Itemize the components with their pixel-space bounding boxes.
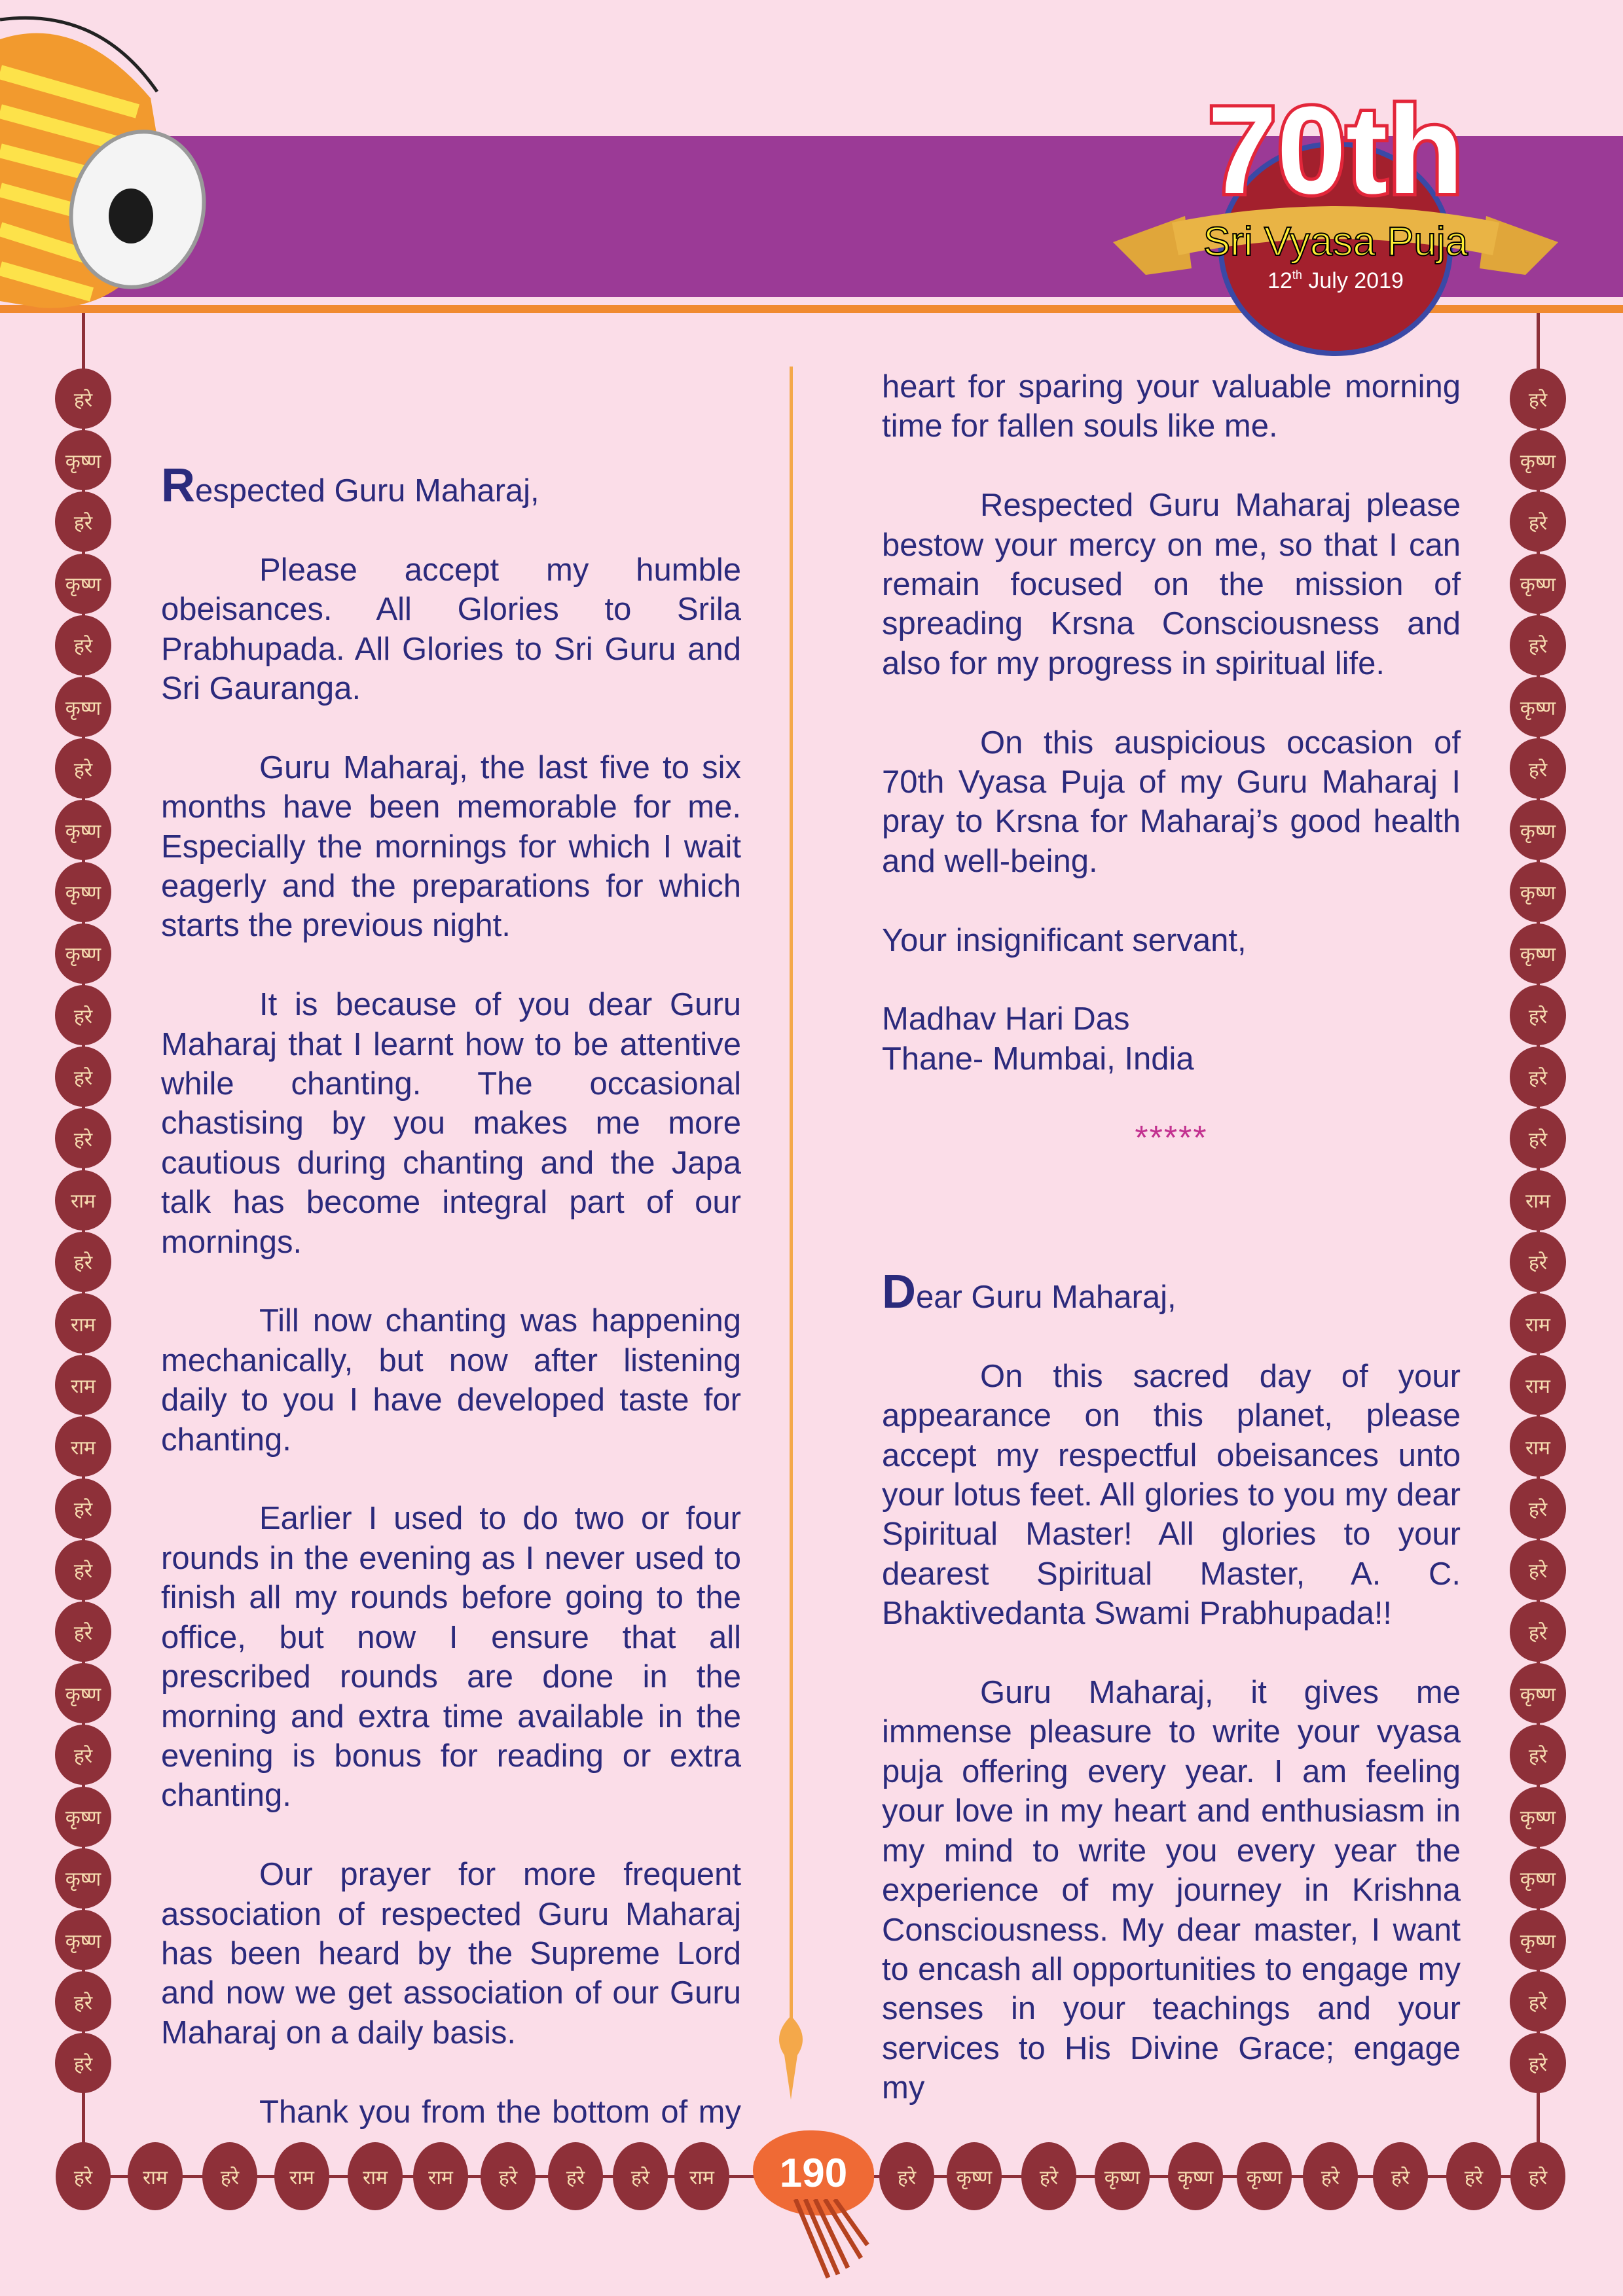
bead: कृष्ण (55, 862, 111, 922)
bead: राम (55, 1355, 111, 1415)
bead: हरे (1510, 1725, 1566, 1785)
bead: हरे (55, 1725, 111, 1785)
bead: कृष्ण (1237, 2142, 1292, 2210)
bead: हरे (1303, 2142, 1358, 2210)
bead: राम (1510, 1293, 1566, 1354)
left-column (161, 459, 741, 2171)
bead: हरे (55, 738, 111, 798)
bead: कृष्ण (1510, 924, 1566, 984)
bead: हरे (55, 1047, 111, 1107)
bead: कृष्ण (55, 924, 111, 984)
bead: हरे (55, 1602, 111, 1662)
bead: हरे (55, 2033, 111, 2093)
bead: राम (55, 1416, 111, 1477)
bead: कृष्ण (1510, 1787, 1566, 1847)
closing: Your insignificant servant, (882, 922, 1247, 958)
bead: कृष्ण (1168, 2142, 1223, 2210)
paragraph: Respected Guru Maharaj please bestow your mercy on me, so that I can remain focused on the mission of spreading Krsna Consciousness and also for my progress in spiritual life. (882, 488, 1461, 681)
bead: हरे (55, 1232, 111, 1292)
bead: हरे (1510, 985, 1566, 1045)
bead: कृष्ण (55, 554, 111, 614)
bead: राम (55, 1170, 111, 1230)
bead: कृष्ण (947, 2142, 1002, 2210)
paragraph: Please accept my humble obeisances. All Glories to Srila Prabhupada. All Glories to Sri Guru and Sri Gauranga. (161, 552, 741, 707)
logo-title: Sri Vyasa Puja (1203, 219, 1468, 264)
bead: हरे (613, 2142, 668, 2210)
bead: कृष्ण (55, 1848, 111, 1909)
tassel-icon (789, 2199, 874, 2284)
right-column (882, 367, 1461, 2147)
paragraph: Guru Maharaj, the last five to six months have been memorable for me. Especially the mornings for which I wait eagerly and the preparations for which starts the previous night. (161, 749, 741, 944)
bead: कृष्ण (55, 677, 111, 737)
bead: हरे (1373, 2142, 1428, 2210)
bead: हरे (481, 2142, 536, 2210)
bead: कृष्ण (1510, 1910, 1566, 1970)
drop-ornament-icon (771, 2016, 811, 2101)
bead: हरे (1510, 1108, 1566, 1168)
salutation-text: espected Guru Maharaj, (195, 473, 539, 509)
bead: कृष्ण (1095, 2142, 1150, 2210)
bead: हरे (55, 1479, 111, 1539)
paragraph: On this auspicious occasion of 70th Vyasa Puja of my Guru Maharaj I pray to Krsna for Maharaj’s good health and well-being. (882, 725, 1461, 879)
bead: कृष्ण (55, 430, 111, 490)
bead: राम (674, 2142, 729, 2210)
paragraph: heart for sparing your valuable morning time for fallen souls like me. (882, 369, 1461, 444)
bead: कृष्ण (1510, 862, 1566, 922)
bead: हरे (1510, 615, 1566, 675)
salutation-text: ear Guru Maharaj, (916, 1280, 1176, 1316)
vyasa-puja-logo (1106, 59, 1565, 360)
bead: हरे (55, 1108, 111, 1168)
bead: हरे (202, 2142, 257, 2210)
bead: कृष्ण (55, 1787, 111, 1847)
paragraph: Till now chanting was happening mechanically, but now after listening daily to you I have developed taste for chanting. (161, 1303, 741, 1458)
bead: हरे (55, 615, 111, 675)
bead: राम (348, 2142, 403, 2210)
bead: हरे (1510, 1971, 1566, 2032)
bead: कृष्ण (55, 1910, 111, 1970)
paragraph: It is because of you dear Guru Maharaj that I learnt how to be attentive while chanting. The occasional chastising by you makes me more cautious during chanting and the Japa talk has become integral part of our mornings. (161, 987, 741, 1260)
bead: कृष्ण (55, 800, 111, 860)
bead: हरे (1510, 738, 1566, 798)
bead: हरे (1510, 1479, 1566, 1539)
bead: हरे (1510, 2033, 1566, 2093)
bead: हरे (1510, 1047, 1566, 1107)
logo-date: 12th July 2019 (1267, 268, 1404, 293)
bead: कृष्ण (1510, 677, 1566, 737)
bead: राम (1510, 1355, 1566, 1415)
bead: राम (55, 1293, 111, 1354)
bead: राम (1510, 1170, 1566, 1230)
signature-place: Thane- Mumbai, India (882, 1041, 1194, 1077)
bead: हरे (55, 368, 111, 429)
bead: राम (128, 2142, 183, 2210)
bead: कृष्ण (1510, 800, 1566, 860)
column-divider (790, 367, 793, 2029)
bead: कृष्ण (1510, 1848, 1566, 1909)
drop-cap: R (161, 459, 195, 512)
bead: कृष्ण (55, 1663, 111, 1723)
separator: ***** (1135, 1119, 1208, 1157)
signature-name: Madhav Hari Das (882, 1001, 1130, 1037)
mridanga-drum-icon (0, 0, 216, 327)
bead: हरे (1510, 368, 1566, 429)
paragraph: Our prayer for more frequent association of respected Guru Maharaj has been heard by the Supreme Lord and now we get association of our Guru Maharaj on a daily basis. (161, 1857, 741, 2051)
paragraph: Thank you from the bottom of my (259, 2094, 741, 2130)
bead: हरे (55, 492, 111, 552)
bead: राम (274, 2142, 329, 2210)
bead: हरे (1510, 492, 1566, 552)
bead: राम (413, 2142, 468, 2210)
bead: हरे (548, 2142, 603, 2210)
paragraph: On this sacred day of your appearance on this planet, please accept my respectful obeisances unto your lotus feet. All glories to you my dear Spiritual Master! All glories to your dearest Spiritual Master, A. C. Bhaktivedanta Swami Prabhupada!! (882, 1358, 1461, 1632)
bead: हरे (1510, 1540, 1566, 1600)
logo-number: 70th (1207, 81, 1464, 220)
bead: हरे (55, 985, 111, 1045)
letter2-salutation (882, 1266, 1461, 1319)
bead: हरे (1021, 2142, 1076, 2210)
bead: हरे (1510, 2142, 1565, 2210)
bead: कृष्ण (1510, 1663, 1566, 1723)
bead: हरे (879, 2142, 934, 2210)
bead: हरे (55, 1540, 111, 1600)
drop-cap: D (882, 1266, 916, 1319)
paragraph: Guru Maharaj, it gives me immense pleasure to write your vyasa puja offering every year. I am feeling your love in my heart and enthusiasm in my mind to write you every year the experience of my journey in Krishna Consciousness. My dear master, I want to encash all opportunities to engage my senses in your teachings and your services to His Divine Grace; engage my (882, 1675, 1461, 2106)
page-number: 190 (753, 2130, 874, 2215)
paragraph: Earlier I used to do two or four rounds in the evening as I never used to finish all my rounds before going to the office, but now I ensure that all prescribed rounds are done in the morning and extra time available in the evening is bonus for reading or extra chanting. (161, 1501, 741, 1814)
letter1-salutation (161, 459, 741, 512)
bead: कृष्ण (1510, 430, 1566, 490)
bead: हरे (56, 2142, 111, 2210)
bead: राम (1510, 1416, 1566, 1477)
bead: हरे (1510, 1602, 1566, 1662)
bead: हरे (1510, 1232, 1566, 1292)
bead: हरे (55, 1971, 111, 2032)
bead: कृष्ण (1510, 554, 1566, 614)
bead: हरे (1446, 2142, 1501, 2210)
